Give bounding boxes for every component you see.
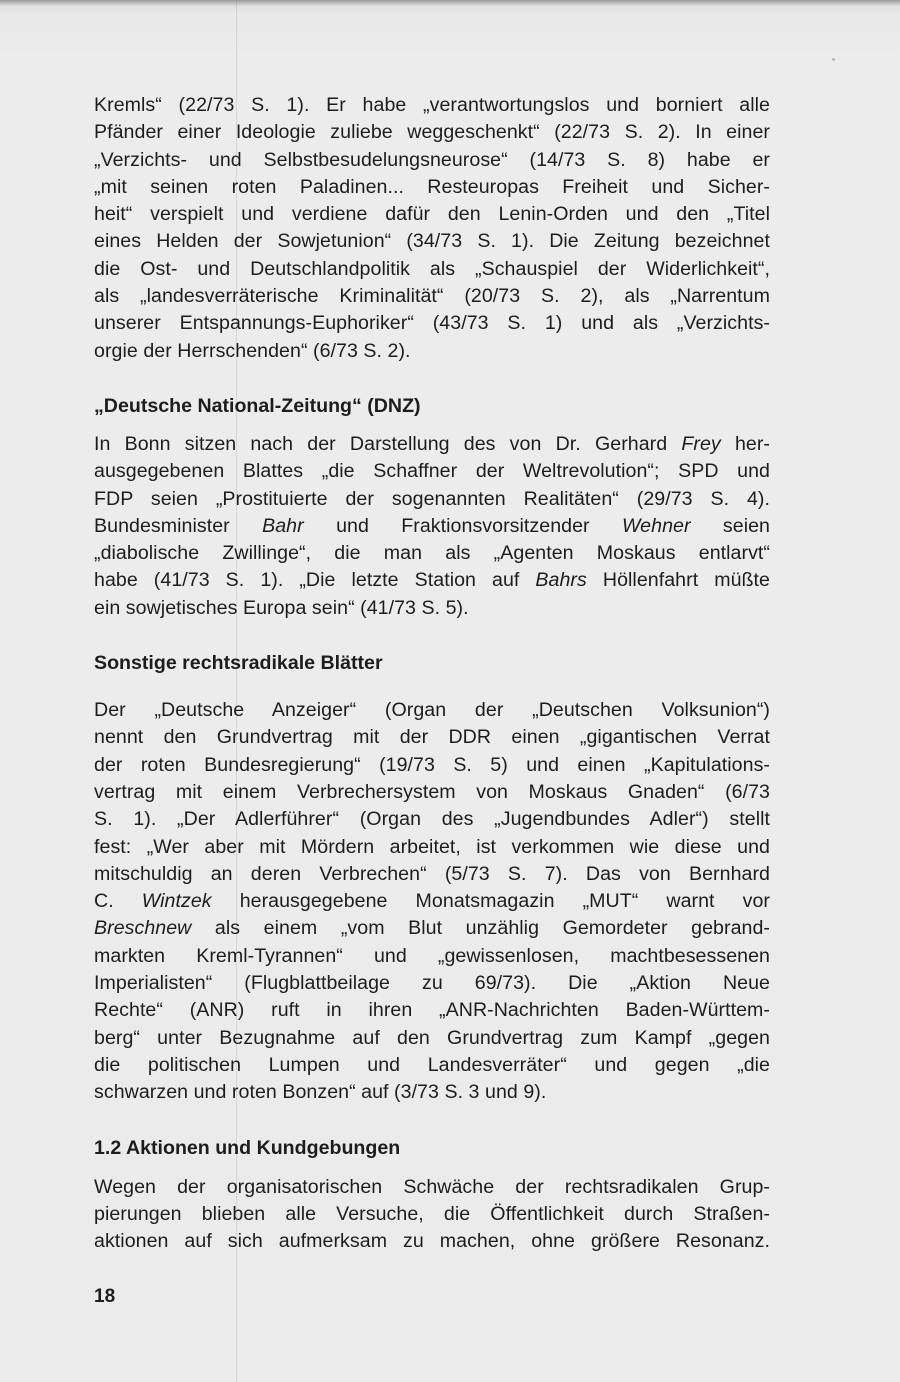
text-line: aktionen auf sich aufmerksam zu machen, ohne größere Resonanz. — [94, 1230, 770, 1253]
text-line: In Bonn sitzen nach der Darstellung des von Dr. Gerhard Frey her- — [94, 432, 770, 455]
text-line: Bundesminister Bahr und Fraktionsvorsitzender Wehner seien — [94, 514, 770, 537]
text-line: ein sowjetisches Europa sein“ (41/73 S. 5). — [94, 596, 469, 619]
italic-name: Frey — [681, 432, 721, 455]
page-top-edge — [0, 0, 900, 6]
text-line: ausgegebenen Blattes „die Schaffner der Weltrevolution“; SPD und — [94, 460, 770, 483]
paragraph-aktionen — [94, 1174, 770, 1256]
text-line: der roten Bundesregierung“ (19/73 S. 5) und einen „Kapitulations- — [94, 753, 770, 776]
text-line: Der „Deutsche Anzeiger“ (Organ der „Deutschen Volksunion“) — [94, 699, 770, 722]
text-line: unserer Entspannungs-Euphoriker“ (43/73 S. 1) und als „Verzichts- — [94, 312, 770, 335]
text-line: Kremls“ (22/73 S. 1). Er habe „verantwortungslos und borniert alle — [94, 94, 770, 116]
italic-name: Bahrs — [535, 569, 587, 592]
text-line: berg“ unter Bezugnahme auf den Grundvertrag zum Kampf „gegen — [94, 1026, 770, 1049]
text-line: nennt den Grundvertrag mit der DDR einen „gigantischen Verrat — [94, 726, 770, 749]
section-heading-dnz: „Deutsche National-Zeitung“ (DNZ) — [94, 394, 421, 417]
text-line: Wegen der organisatorischen Schwäche der rechtsradikalen Grup- — [94, 1175, 770, 1198]
text-line: Imperialisten“ (Flugblattbeilage zu 69/73). Die „Aktion Neue — [94, 972, 770, 995]
text-line: die politischen Lumpen und Landesverräter“ und gegen „die — [94, 1053, 770, 1076]
text-line: als „landesverräterische Kriminalität“ (20/73 S. 2), als „Narrentum — [94, 285, 770, 308]
italic-name: Wintzek — [141, 890, 212, 913]
text-line: die Ost- und Deutschlandpolitik als „Schauspiel der Widerlichkeit“, — [94, 257, 770, 280]
text-line: Breschnew als einem „vom Blut unzählig Gemordeter gebrand- — [94, 917, 770, 940]
text-line: orgie der Herrschenden“ (6/73 S. 2). — [94, 339, 411, 362]
section-heading-sonstige: Sonstige rechtsradikale Blätter — [94, 652, 383, 675]
text-line: C. Wintzek herausgegebene Monatsmagazin „MUT“ warnt vor — [94, 890, 770, 913]
text-line: vertrag mit einem Verbrechersystem von Moskaus Gnaden“ (6/73 — [94, 780, 770, 803]
text-line: Pfänder einer Ideologie zuliebe weggeschenkt“ (22/73 S. 2). In einer — [94, 121, 770, 144]
italic-name: Wehner — [621, 514, 691, 537]
section-heading-aktionen: 1.2 Aktionen und Kundgebungen — [94, 1136, 401, 1159]
text-line: pierungen blieben alle Versuche, die Öffentlichkeit durch Straßen- — [94, 1202, 770, 1225]
scan-speck — [832, 58, 835, 61]
text-line: S. 1). „Der Adlerführer“ (Organ des „Jugendbundes Adler“) stellt — [94, 808, 770, 831]
page-number: 18 — [94, 1286, 116, 1307]
text-line: habe (41/73 S. 1). „Die letzte Station auf Bahrs Höllenfahrt müßte — [94, 569, 770, 592]
text-line: mitschuldig an deren Verbrechen“ (5/73 S. 7). Das von Bernhard — [94, 862, 770, 885]
italic-name: Bahr — [262, 514, 304, 537]
text-line: heit“ verspielt und verdiene dafür den Lenin-Orden und den „Titel — [94, 203, 770, 226]
text-line: Rechte“ (ANR) ruft in ihren „ANR-Nachrichten Baden-Württem- — [94, 999, 770, 1022]
text-line: „Verzichts- und Selbstbesudelungsneurose“ (14/73 S. 8) habe er — [94, 148, 770, 171]
text-line: „mit seinen roten Paladinen... Resteuropas Freiheit und Sicher- — [94, 175, 770, 198]
text-line: FDP seien „Prostituierte der sogenannten Realitäten“ (29/73 S. 4). — [94, 487, 770, 510]
text-line: eines Helden der Sowjetunion“ (34/73 S. 1). Die Zeitung bezeichnet — [94, 230, 770, 253]
paragraph-dnz — [94, 431, 770, 622]
paragraph-sonstige — [94, 697, 770, 1106]
text-line: fest: „Wer aber mit Mördern arbeitet, ist verkommen wie diese und — [94, 835, 770, 858]
text-line: „diabolische Zwillinge“, die man als „Agenten Moskaus entlarvt“ — [94, 542, 770, 565]
page-body — [94, 92, 770, 1255]
text-line: schwarzen und roten Bonzen“ auf (3/73 S. 3 und 9). — [94, 1081, 547, 1104]
text-line: markten Kreml-Tyrannen“ und „gewissenlosen, machtbesessenen — [94, 944, 770, 967]
paragraph-kremls — [94, 92, 770, 365]
italic-name: Breschnew — [94, 917, 192, 940]
